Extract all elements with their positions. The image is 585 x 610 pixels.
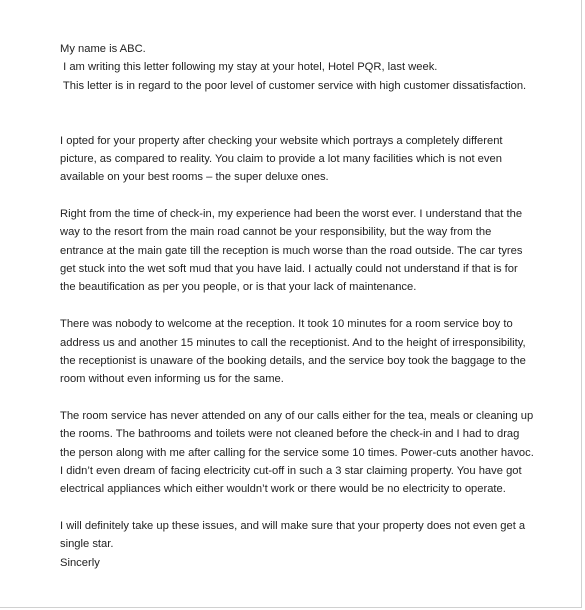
- greeting-line: My name is ABC.: [60, 43, 146, 55]
- text-line: the receptionist is unaware of the booking details, and the service boy took the baggage to the: [60, 354, 526, 367]
- text-line: single star.: [60, 538, 114, 551]
- text-line: There was nobody to welcome at the reception. It took 10 minutes for a room service boy to: [60, 318, 513, 331]
- paragraph-spacer: [60, 389, 520, 407]
- text-line: Right from the time of check-in, my experience had been the worst ever. I understand that the: [60, 208, 523, 221]
- text-line: the beautification as per you people, or is that your lack of maintenance.: [60, 281, 417, 294]
- closing-signoff: Sincerly: [60, 556, 100, 569]
- intro-line: I am writing this letter following my stay at your hotel, Hotel PQR, last week.: [60, 61, 438, 74]
- text-line: I didn’t even dream of facing electricity cut-off in such a 3 star claiming property. You have got: [60, 464, 522, 477]
- paragraph-spacer: [60, 297, 520, 315]
- paragraph-checkin: [60, 205, 523, 297]
- text-line: get stuck into the wet soft mud that you have laid. I actually could not understand if that is for: [60, 263, 518, 276]
- paragraph-spacer: [60, 499, 520, 517]
- text-line: room without even informing us for the same.: [60, 373, 284, 386]
- letter-body: [60, 40, 534, 572]
- text-line: The room service has never attended on any of our calls either for the tea, meals or cleaning up: [60, 409, 534, 422]
- paragraph-room-service: [60, 407, 534, 499]
- paragraph-spacer: [60, 187, 520, 205]
- text-line: address us and another 15 minutes to call the receptionist. And to the height of irresponsibility,: [60, 336, 526, 349]
- paragraph-website: [60, 132, 520, 187]
- intro-block: [60, 40, 527, 95]
- text-line: picture, as compared to reality. You claim to provide a lot many facilities which is not even: [60, 153, 502, 166]
- text-line: the person along with me after calling for the service some 10 times. Power-cuts another havoc.: [60, 446, 534, 459]
- paragraph-conclusion: [60, 517, 526, 572]
- text-line: electrical appliances which either wouldn’t work or there would be no electricity to operate.: [60, 483, 506, 496]
- paragraph-spacer: [60, 95, 520, 113]
- text-line: way to the resort from the main road cannot be your responsibility, but the way from the: [60, 226, 492, 239]
- text-line: entrance at the main gate till the reception is much worse than the road outside. The car tyres: [60, 244, 523, 257]
- paragraph-spacer: [60, 113, 520, 131]
- intro-line: This letter is in regard to the poor level of customer service with high customer dissatisfaction.: [60, 79, 527, 92]
- text-line: I will definitely take up these issues, and will make sure that your property does not even get a: [60, 519, 526, 532]
- text-line: I opted for your property after checking your website which portrays a completely different: [60, 134, 503, 147]
- text-line: the rooms. The bathrooms and toilets were not cleaned before the check-in and I had to drag: [60, 428, 520, 441]
- paragraph-reception: [60, 315, 526, 388]
- text-line: available on your best rooms – the super deluxe ones.: [60, 171, 329, 184]
